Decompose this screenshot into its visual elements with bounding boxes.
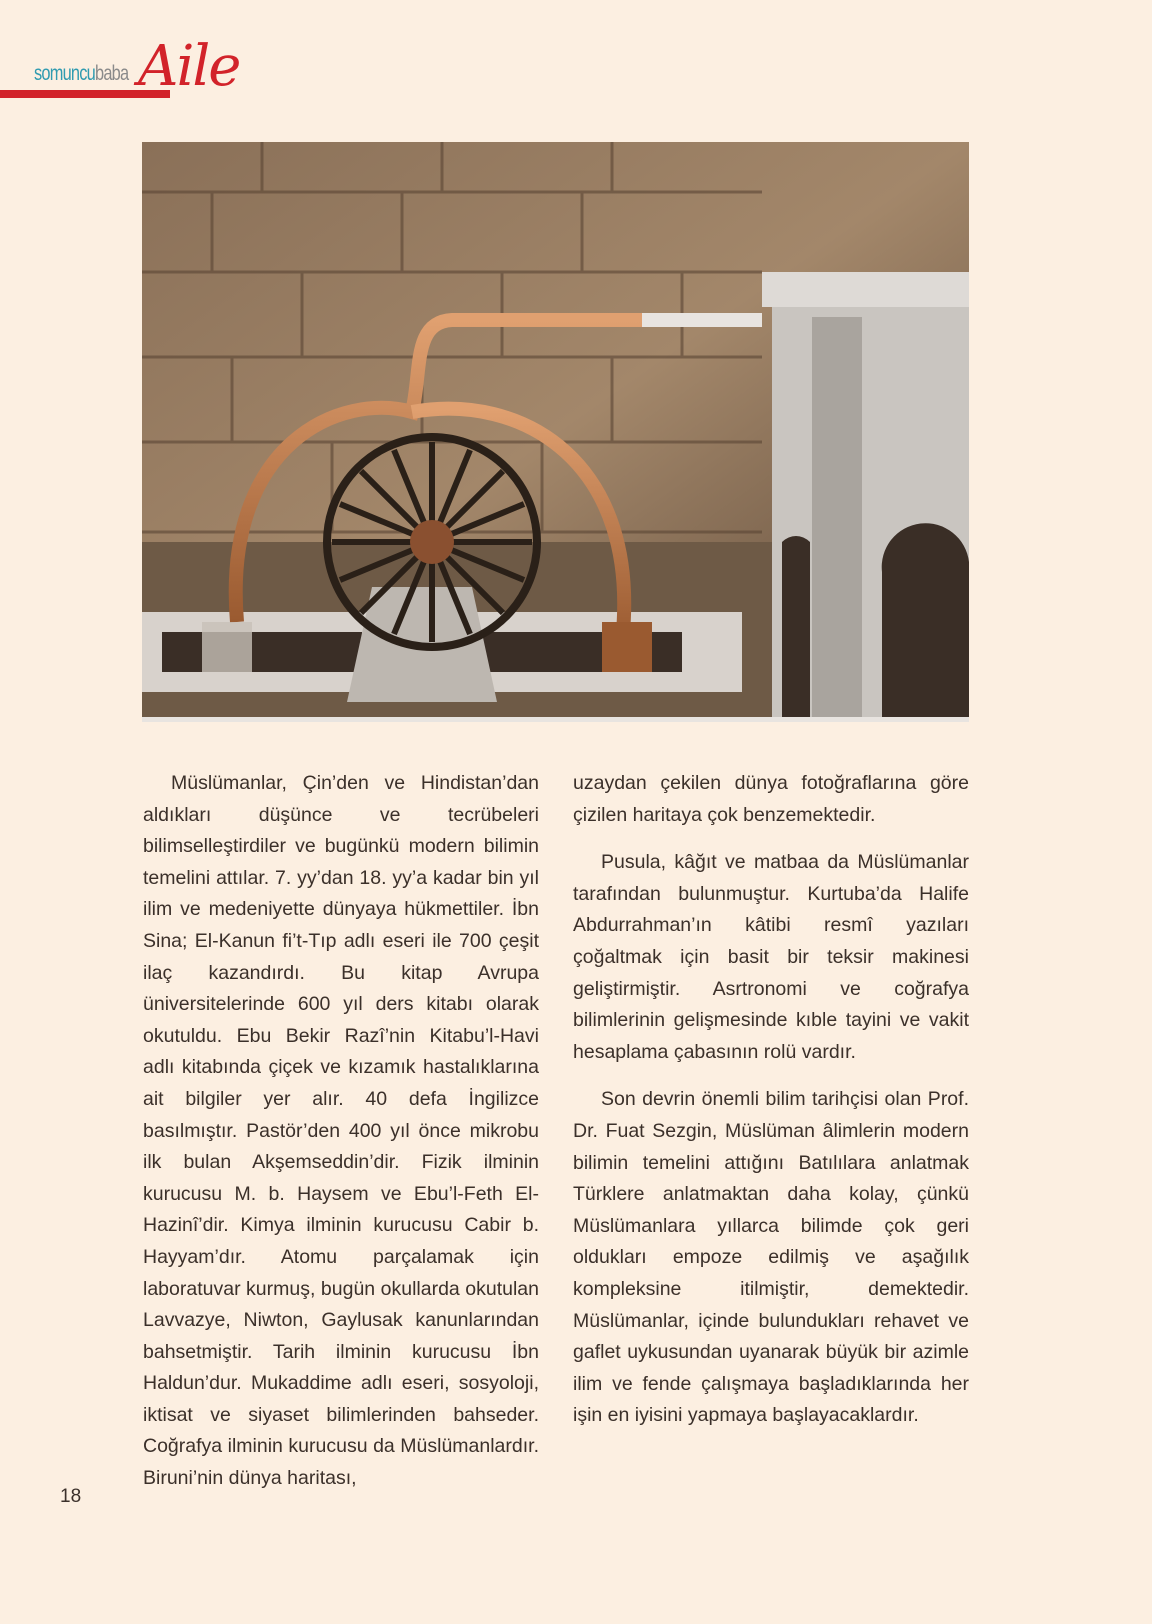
article-paragraph: uzaydan çekilen dünya fotoğraflarına göre çizilen haritaya çok benzemektedir. [573, 772, 969, 826]
magazine-logo [0, 34, 250, 110]
logo-script: Aile [138, 34, 240, 99]
article-paragraph: Pusula, kâğıt ve matbaa da Müslümanlar tarafından bulunmuştur. Kurtuba’da Halife Abdurrahman’ın kâtibi resmî yazıları çoğaltmak için basit bir teksir makinesi geliştirmiştir. Asrtronomi ve coğrafya bilimlerinin gelişmesinde kıble tayini ve vakit hesaplama çabasının rolü vardır. [573, 851, 969, 1063]
article-paragraph: Müslümanlar, Çin’den ve Hindistan’dan aldıkları düşünce ve tecrübeleri bilimselleştirdiler ve bugünkü modern bilimin temelini attılar. 7. yy’dan 18. yy’a kadar bin yıl ilim ve medeniyette dünyaya hükmettiler. İbn Sina; El-Kanun fi’t-Tıp adlı eseri ile 700 çeşit ilaç kazandırdı. Bu kitap Avrupa üniversitelerinde 600 yıl ders kitabı olarak okutuldu. Ebu Bekir Razî’nin Kitabu’l-Havi adlı kitabında çiçek ve kızamık hastalıklarına ait bilgiler yer alır. 40 defa İngilizce basılmıştır. Pastör’den 400 yıl önce mikrobu ilk bulan Akşemseddin’dir. Fizik ilminin kurucusu M. b. Haysem ve Ebu’l-Feth El-Hazinî’dir. Kimya ilminin kurucusu Cabir b. Hayyam’dır. Atomu parçalamak için laboratuvar kurmuş, bugün okullarda okutulan Lavvazye, Niwton, Gaylusak kanunlarından bahsetmiştir. Tarih ilminin kurucusu İbn Haldun’dur. Mukaddime adlı eseri, sosyoloji, iktisat ve siyaset bilimlerinden bahseder. Coğrafya ilminin kurucusu da Müslümanlardır. Biruni’nin dünya haritası, [143, 772, 539, 1490]
article-photo [142, 142, 969, 722]
page-number: 18 [60, 1486, 82, 1507]
article-paragraph: Son devrin önemli bilim tarihçisi olan Prof. Dr. Fuat Sezgin, Müslüman âlimlerin modern bilimin temelini attığını Batılılara anlatmak Türklere anlatmaktan daha kolay, çünkü Müslümanlara yıllarca bilimde çok geri oldukları empoze edilmiş ve aşağılık kompleksine itilmiştir, demektedir. Müslümanlar, içinde bulundukları rehavet ve gaflet uykusundan uyanarak büyük bir azimle ilim ve fende çalışmaya başladıklarında her işin en iyisini yapmaya başlayacaklardır. [573, 1088, 969, 1427]
article-left-column [143, 768, 539, 1495]
article-right-column [573, 768, 969, 1432]
logo-wordmark: somuncubaba [34, 62, 129, 85]
